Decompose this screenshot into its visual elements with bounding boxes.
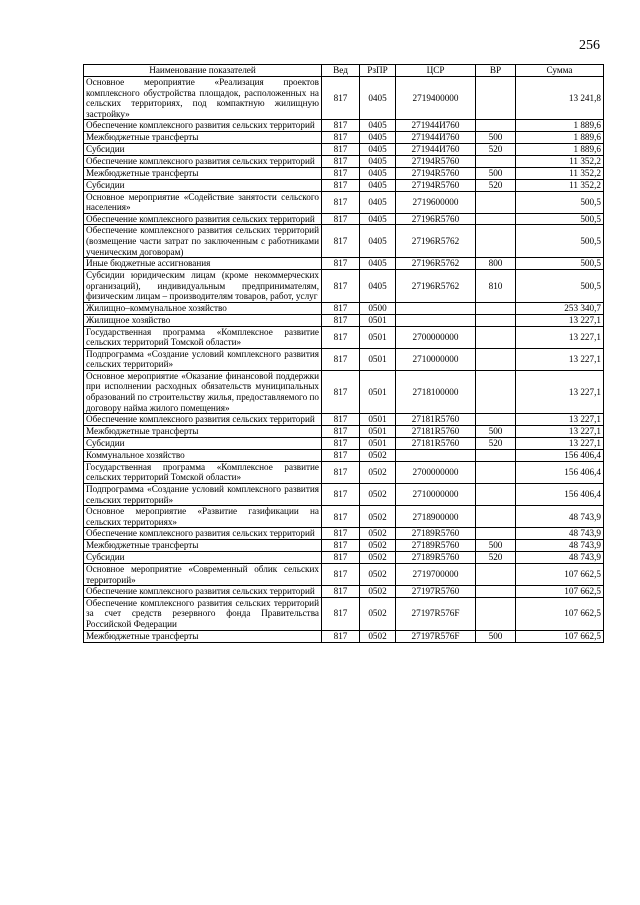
row-csr: 27181R5760 bbox=[396, 414, 476, 426]
table-row bbox=[84, 506, 604, 528]
row-sum: 107 662,5 bbox=[516, 564, 604, 586]
table-row bbox=[84, 630, 604, 642]
row-ved: 817 bbox=[322, 564, 360, 586]
table-row bbox=[84, 155, 604, 167]
table-body bbox=[84, 77, 604, 643]
row-ved: 817 bbox=[322, 270, 360, 303]
row-vr bbox=[476, 155, 516, 167]
row-name: Обеспечение комплексного развития сельских территорий bbox=[84, 120, 322, 132]
row-ved: 817 bbox=[322, 348, 360, 370]
row-ved: 817 bbox=[322, 258, 360, 270]
row-rzpr: 0502 bbox=[360, 484, 396, 506]
row-rzpr: 0405 bbox=[360, 270, 396, 303]
header-rzpr: РзПР bbox=[360, 65, 396, 77]
row-name: Обеспечение комплексного развития сельских территорий bbox=[84, 414, 322, 426]
row-ved: 817 bbox=[322, 213, 360, 225]
row-vr bbox=[476, 506, 516, 528]
row-rzpr: 0405 bbox=[360, 213, 396, 225]
row-rzpr: 0502 bbox=[360, 552, 396, 564]
row-sum: 11 352,2 bbox=[516, 179, 604, 191]
row-rzpr: 0502 bbox=[360, 540, 396, 552]
row-csr: 27189R5760 bbox=[396, 552, 476, 564]
row-sum: 107 662,5 bbox=[516, 586, 604, 598]
row-vr: 500 bbox=[476, 131, 516, 143]
row-sum: 13 227,1 bbox=[516, 314, 604, 326]
row-name: Субсидии bbox=[84, 437, 322, 449]
row-ved: 817 bbox=[322, 528, 360, 540]
budget-table bbox=[83, 64, 604, 643]
row-rzpr: 0405 bbox=[360, 225, 396, 258]
row-name: Межбюджетные трансферты bbox=[84, 425, 322, 437]
row-rzpr: 0405 bbox=[360, 131, 396, 143]
row-sum: 1 889,6 bbox=[516, 131, 604, 143]
row-vr bbox=[476, 528, 516, 540]
row-sum: 11 352,2 bbox=[516, 155, 604, 167]
row-sum: 48 743,9 bbox=[516, 552, 604, 564]
row-vr: 500 bbox=[476, 425, 516, 437]
row-name: Обеспечение комплексного развития сельских территорий bbox=[84, 528, 322, 540]
row-csr: 27197R576F bbox=[396, 597, 476, 630]
row-ved: 817 bbox=[322, 552, 360, 564]
row-csr: 27196R5762 bbox=[396, 225, 476, 258]
row-name: Межбюджетные трансферты bbox=[84, 630, 322, 642]
row-csr: 2710000000 bbox=[396, 484, 476, 506]
row-csr: 27197R5760 bbox=[396, 586, 476, 598]
row-sum: 107 662,5 bbox=[516, 597, 604, 630]
row-csr: 271944И760 bbox=[396, 131, 476, 143]
row-rzpr: 0501 bbox=[360, 437, 396, 449]
row-name: Субсидии юридическим лицам (кроме некоммерческих организаций), индивидуальным предпринимателям, физическим лицам – производителям товаров, работ, услуг bbox=[84, 270, 322, 303]
row-name: Подпрограмма «Создание условий комплексного развития сельских территорий» bbox=[84, 348, 322, 370]
row-vr: 500 bbox=[476, 630, 516, 642]
row-vr: 520 bbox=[476, 437, 516, 449]
table-row bbox=[84, 597, 604, 630]
row-sum: 13 227,1 bbox=[516, 437, 604, 449]
row-csr: 271944И760 bbox=[396, 143, 476, 155]
row-rzpr: 0405 bbox=[360, 179, 396, 191]
row-rzpr: 0405 bbox=[360, 258, 396, 270]
header-vr: ВР bbox=[476, 65, 516, 77]
row-sum: 500,5 bbox=[516, 258, 604, 270]
table-row bbox=[84, 143, 604, 155]
row-vr: 800 bbox=[476, 258, 516, 270]
row-ved: 817 bbox=[322, 597, 360, 630]
row-sum: 107 662,5 bbox=[516, 630, 604, 642]
row-ved: 817 bbox=[322, 225, 360, 258]
row-csr: 27196R5762 bbox=[396, 270, 476, 303]
row-name: Обеспечение комплексного развития сельских территорий за счет средств резервного фонда Правительства Российской Федерации bbox=[84, 597, 322, 630]
row-csr: 2718100000 bbox=[396, 370, 476, 413]
row-sum: 253 340,7 bbox=[516, 302, 604, 314]
row-sum: 500,5 bbox=[516, 225, 604, 258]
table-row bbox=[84, 540, 604, 552]
row-sum: 156 406,4 bbox=[516, 461, 604, 483]
row-sum: 13 227,1 bbox=[516, 425, 604, 437]
row-name: Субсидии bbox=[84, 143, 322, 155]
row-sum: 500,5 bbox=[516, 213, 604, 225]
row-name: Основное мероприятие «Оказание финансовой поддержки при исполнении расходных обязательств муниципальных образований по строительству жилья, предоставляемого по договору найма жилого помещения» bbox=[84, 370, 322, 413]
row-rzpr: 0502 bbox=[360, 528, 396, 540]
table-header-row bbox=[84, 65, 604, 77]
row-csr bbox=[396, 449, 476, 461]
row-csr: 27196R5762 bbox=[396, 258, 476, 270]
row-rzpr: 0500 bbox=[360, 302, 396, 314]
row-rzpr: 0405 bbox=[360, 143, 396, 155]
row-rzpr: 0501 bbox=[360, 425, 396, 437]
row-vr bbox=[476, 302, 516, 314]
row-sum: 500,5 bbox=[516, 191, 604, 213]
row-csr: 2719700000 bbox=[396, 564, 476, 586]
row-ved: 817 bbox=[322, 586, 360, 598]
row-rzpr: 0502 bbox=[360, 449, 396, 461]
row-ved: 817 bbox=[322, 414, 360, 426]
row-rzpr: 0405 bbox=[360, 120, 396, 132]
row-ved: 817 bbox=[322, 506, 360, 528]
row-sum: 500,5 bbox=[516, 270, 604, 303]
row-sum: 1 889,6 bbox=[516, 120, 604, 132]
row-csr: 2700000000 bbox=[396, 461, 476, 483]
table-row bbox=[84, 213, 604, 225]
row-vr: 500 bbox=[476, 167, 516, 179]
row-name: Государственная программа «Комплексное развитие сельских территорий Томской области» bbox=[84, 326, 322, 348]
row-csr: 27196R5760 bbox=[396, 213, 476, 225]
row-vr: 520 bbox=[476, 552, 516, 564]
row-vr: 810 bbox=[476, 270, 516, 303]
table-row bbox=[84, 586, 604, 598]
row-rzpr: 0501 bbox=[360, 326, 396, 348]
row-name: Обеспечение комплексного развития сельских территорий bbox=[84, 155, 322, 167]
table-row bbox=[84, 77, 604, 120]
row-name: Субсидии bbox=[84, 179, 322, 191]
table-row bbox=[84, 528, 604, 540]
row-vr bbox=[476, 225, 516, 258]
row-csr bbox=[396, 314, 476, 326]
row-ved: 817 bbox=[322, 370, 360, 413]
table-row bbox=[84, 348, 604, 370]
row-sum: 13 227,1 bbox=[516, 370, 604, 413]
row-name: Основное мероприятие «Развитие газификации на сельских территориях» bbox=[84, 506, 322, 528]
row-rzpr: 0502 bbox=[360, 586, 396, 598]
header-csr: ЦСР bbox=[396, 65, 476, 77]
row-vr: 500 bbox=[476, 540, 516, 552]
row-ved: 817 bbox=[322, 143, 360, 155]
row-csr: 27189R5760 bbox=[396, 540, 476, 552]
row-sum: 13 241,8 bbox=[516, 77, 604, 120]
row-vr bbox=[476, 586, 516, 598]
row-sum: 48 743,9 bbox=[516, 506, 604, 528]
row-name: Обеспечение комплексного развития сельских территорий (возмещение части затрат по заключенным с работниками ученическим договорам) bbox=[84, 225, 322, 258]
row-csr: 2710000000 bbox=[396, 348, 476, 370]
header-name: Наименование показателей bbox=[84, 65, 322, 77]
row-vr bbox=[476, 314, 516, 326]
row-sum: 11 352,2 bbox=[516, 167, 604, 179]
row-ved: 817 bbox=[322, 449, 360, 461]
row-sum: 13 227,1 bbox=[516, 326, 604, 348]
row-name: Коммунальное хозяйство bbox=[84, 449, 322, 461]
row-rzpr: 0502 bbox=[360, 597, 396, 630]
table-row bbox=[84, 552, 604, 564]
row-rzpr: 0501 bbox=[360, 348, 396, 370]
row-ved: 817 bbox=[322, 77, 360, 120]
table-row bbox=[84, 370, 604, 413]
row-vr bbox=[476, 213, 516, 225]
row-vr bbox=[476, 120, 516, 132]
row-ved: 817 bbox=[322, 120, 360, 132]
row-rzpr: 0502 bbox=[360, 506, 396, 528]
row-vr bbox=[476, 348, 516, 370]
row-ved: 817 bbox=[322, 131, 360, 143]
row-vr: 520 bbox=[476, 179, 516, 191]
row-name: Межбюджетные трансферты bbox=[84, 131, 322, 143]
table-row bbox=[84, 225, 604, 258]
row-rzpr: 0501 bbox=[360, 314, 396, 326]
table-row bbox=[84, 120, 604, 132]
row-name: Государственная программа «Комплексное развитие сельских территорий Томской области» bbox=[84, 461, 322, 483]
row-csr: 2719600000 bbox=[396, 191, 476, 213]
row-vr bbox=[476, 414, 516, 426]
row-name: Жилищно–коммунальное хозяйство bbox=[84, 302, 322, 314]
row-ved: 817 bbox=[322, 179, 360, 191]
header-sum: Сумма bbox=[516, 65, 604, 77]
row-ved: 817 bbox=[322, 425, 360, 437]
row-sum: 48 743,9 bbox=[516, 540, 604, 552]
row-name: Основное мероприятие «Современный облик сельских территорий» bbox=[84, 564, 322, 586]
row-vr bbox=[476, 370, 516, 413]
table-row bbox=[84, 425, 604, 437]
page-number: 256 bbox=[579, 38, 600, 53]
row-name: Подпрограмма «Создание условий комплексного развития сельских территорий» bbox=[84, 484, 322, 506]
row-name: Обеспечение комплексного развития сельских территорий bbox=[84, 586, 322, 598]
row-name: Межбюджетные трансферты bbox=[84, 167, 322, 179]
row-csr: 27189R5760 bbox=[396, 528, 476, 540]
row-csr: 27197R576F bbox=[396, 630, 476, 642]
row-csr: 27181R5760 bbox=[396, 425, 476, 437]
row-ved: 817 bbox=[322, 155, 360, 167]
row-vr bbox=[476, 461, 516, 483]
row-rzpr: 0405 bbox=[360, 155, 396, 167]
table-row bbox=[84, 270, 604, 303]
row-name: Субсидии bbox=[84, 552, 322, 564]
row-csr: 271944И760 bbox=[396, 120, 476, 132]
row-sum: 13 227,1 bbox=[516, 348, 604, 370]
row-ved: 817 bbox=[322, 314, 360, 326]
header-ved: Вед bbox=[322, 65, 360, 77]
row-vr bbox=[476, 191, 516, 213]
row-name: Жилищное хозяйство bbox=[84, 314, 322, 326]
row-vr bbox=[476, 326, 516, 348]
table-row bbox=[84, 314, 604, 326]
row-rzpr: 0502 bbox=[360, 461, 396, 483]
row-csr: 27181R5760 bbox=[396, 437, 476, 449]
row-vr bbox=[476, 597, 516, 630]
row-ved: 817 bbox=[322, 191, 360, 213]
table-row bbox=[84, 167, 604, 179]
row-sum: 13 227,1 bbox=[516, 414, 604, 426]
row-name: Обеспечение комплексного развития сельских территорий bbox=[84, 213, 322, 225]
row-vr bbox=[476, 564, 516, 586]
row-name: Основное мероприятие «Реализация проектов комплексного обустройства площадок, расположенных на сельских территориях, под компактную жилищную застройку» bbox=[84, 77, 322, 120]
row-csr: 2718900000 bbox=[396, 506, 476, 528]
row-ved: 817 bbox=[322, 484, 360, 506]
row-vr bbox=[476, 77, 516, 120]
row-rzpr: 0405 bbox=[360, 167, 396, 179]
row-ved: 817 bbox=[322, 167, 360, 179]
row-csr: 2719400000 bbox=[396, 77, 476, 120]
table-row bbox=[84, 131, 604, 143]
row-csr bbox=[396, 302, 476, 314]
table-row bbox=[84, 258, 604, 270]
row-ved: 817 bbox=[322, 540, 360, 552]
row-ved: 817 bbox=[322, 326, 360, 348]
table-row bbox=[84, 449, 604, 461]
row-rzpr: 0405 bbox=[360, 191, 396, 213]
row-sum: 156 406,4 bbox=[516, 449, 604, 461]
row-rzpr: 0405 bbox=[360, 77, 396, 120]
table-row bbox=[84, 461, 604, 483]
row-name: Иные бюджетные ассигнования bbox=[84, 258, 322, 270]
row-sum: 48 743,9 bbox=[516, 528, 604, 540]
row-csr: 27194R5760 bbox=[396, 167, 476, 179]
row-rzpr: 0502 bbox=[360, 630, 396, 642]
row-ved: 817 bbox=[322, 630, 360, 642]
row-vr bbox=[476, 484, 516, 506]
row-csr: 27194R5760 bbox=[396, 155, 476, 167]
table-row bbox=[84, 437, 604, 449]
row-rzpr: 0501 bbox=[360, 370, 396, 413]
row-rzpr: 0502 bbox=[360, 564, 396, 586]
row-ved: 817 bbox=[322, 461, 360, 483]
row-ved: 817 bbox=[322, 302, 360, 314]
table-row bbox=[84, 302, 604, 314]
row-sum: 1 889,6 bbox=[516, 143, 604, 155]
table-row bbox=[84, 414, 604, 426]
row-sum: 156 406,4 bbox=[516, 484, 604, 506]
table-row bbox=[84, 564, 604, 586]
row-csr: 27194R5760 bbox=[396, 179, 476, 191]
table-row bbox=[84, 484, 604, 506]
row-csr: 2700000000 bbox=[396, 326, 476, 348]
row-name: Основное мероприятие «Содействие занятости сельского населения» bbox=[84, 191, 322, 213]
row-name: Межбюджетные трансферты bbox=[84, 540, 322, 552]
row-vr bbox=[476, 449, 516, 461]
table-row bbox=[84, 191, 604, 213]
row-ved: 817 bbox=[322, 437, 360, 449]
row-rzpr: 0501 bbox=[360, 414, 396, 426]
table-row bbox=[84, 179, 604, 191]
table-row bbox=[84, 326, 604, 348]
row-vr: 520 bbox=[476, 143, 516, 155]
